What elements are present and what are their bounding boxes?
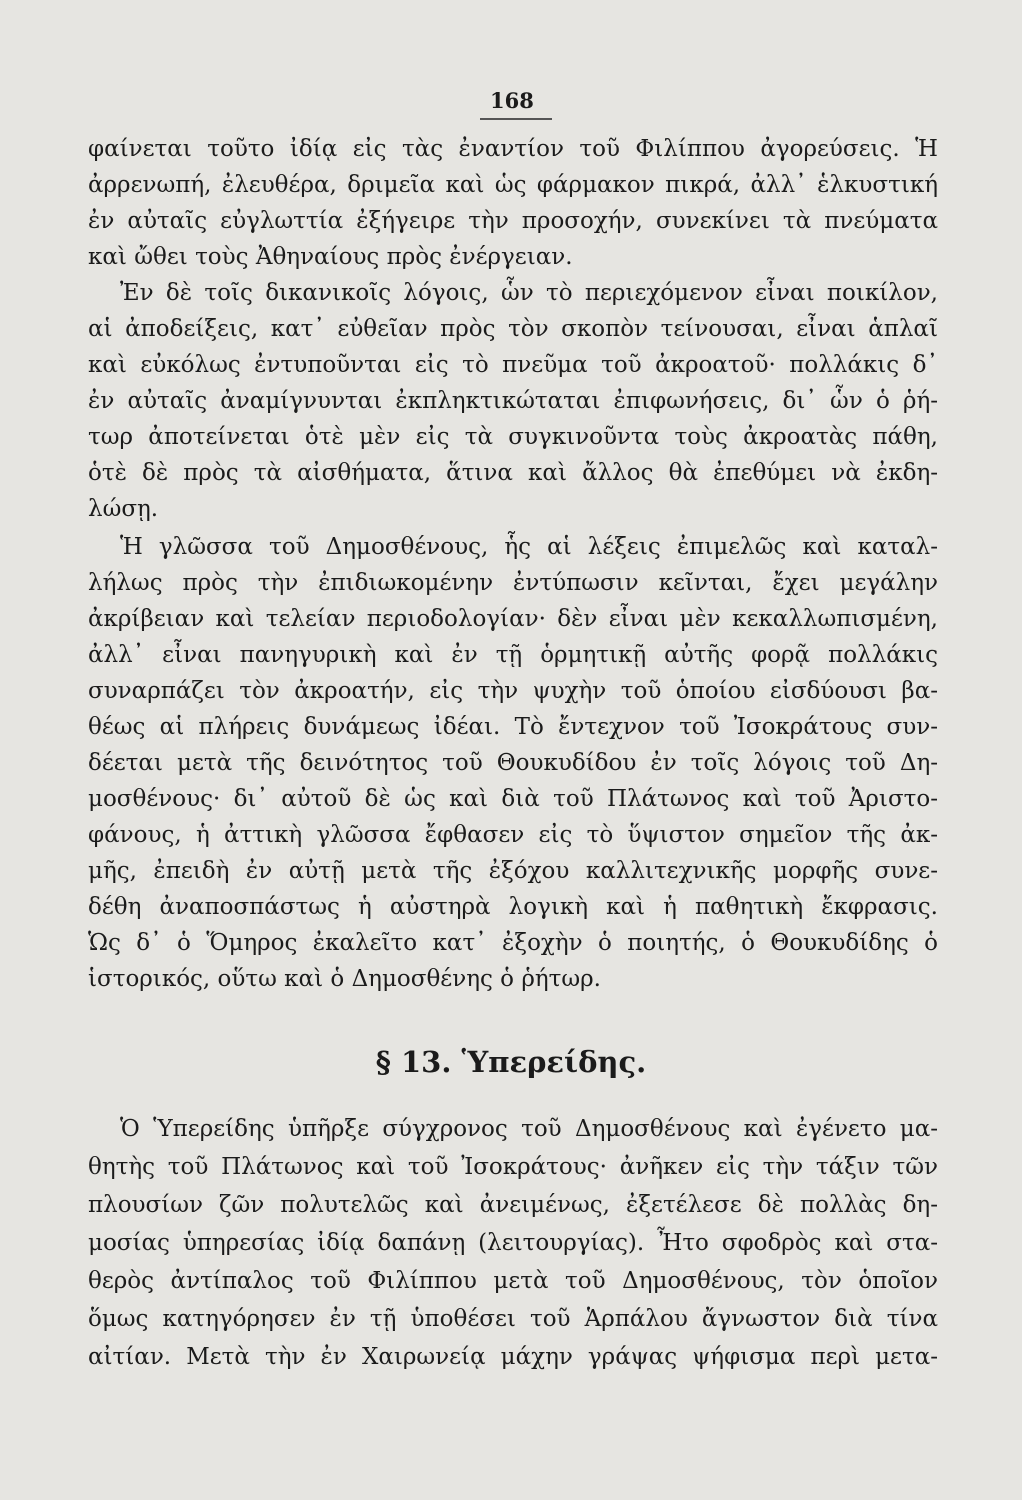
text-line: μοσθένους· δι᾽ αὐτοῦ δὲ ὡς καὶ διὰ τοῦ Πλάτωνος καὶ τοῦ Ἀριστο- — [88, 786, 938, 812]
text-line: θέως αἱ πλήρεις δυνάμεως ἰδέαι. Τὸ ἔντεχνον τοῦ Ἰσοκράτους συν- — [88, 714, 938, 740]
text-line: δέεται μετὰ τῆς δεινότητος τοῦ Θουκυδίδου ἐν τοῖς λόγοις τοῦ Δη- — [88, 750, 938, 776]
text-line: λήλως πρὸς τὴν ἐπιδιωκομένην ἐντύπωσιν κεῖνται, ἔχει μεγάλην — [88, 570, 938, 596]
text-line: θερὸς ἀντίπαλος τοῦ Φιλίππου μετὰ τοῦ Δημοσθένους, τὸν ὁποῖον — [88, 1268, 938, 1294]
page-number: 168 — [490, 88, 534, 113]
text-line: καὶ ὤθει τοὺς Ἀθηναίους πρὸς ἐνέργειαν. — [88, 244, 573, 270]
text-line: καὶ εὐκόλως ἐντυποῦνται εἰς τὸ πνεῦμα τοῦ ἀκροατοῦ· πολλάκις δ᾽ — [88, 352, 938, 378]
text-line: ὁτὲ δὲ πρὸς τὰ αἰσθήματα, ἅτινα καὶ ἄλλος θὰ ἐπεθύμει νὰ ἐκδη- — [88, 460, 938, 486]
text-line: ὅμως κατηγόρησεν ἐν τῇ ὑποθέσει τοῦ Ἁρπάλου ἄγνωστον διὰ τίνα — [88, 1306, 938, 1332]
text-line: τωρ ἀποτείνεται ὁτὲ μὲν εἰς τὰ συγκινοῦντα τοὺς ἀκροατὰς πάθη, — [88, 424, 938, 450]
text-line: ἀλλ᾽ εἶναι πανηγυρικὴ καὶ ἐν τῇ ὁρμητικῇ αὐτῆς φορᾷ πολλάκις — [88, 642, 938, 668]
text-line: Ἐν δὲ τοῖς δικανικοῖς λόγοις, ὧν τὸ περιεχόμενον εἶναι ποικίλον, — [120, 280, 938, 306]
text-line: συναρπάζει τὸν ἀκροατήν, εἰς τὴν ψυχὴν τοῦ ὁποίου εἰσδύουσι βα- — [88, 678, 938, 704]
header-rule — [480, 118, 552, 120]
text-line: φάνους, ἡ ἀττικὴ γλῶσσα ἔφθασεν εἰς τὸ ὕψιστον σημεῖον τῆς ἀκ- — [88, 822, 938, 848]
text-line: ἐν αὐταῖς ἀναμίγνυνται ἐκπληκτικώταται ἐπιφωνήσεις, δι᾽ ὧν ὁ ῥή- — [88, 388, 938, 414]
text-line: ἐν αὐταῖς εὐγλωττία ἐξήγειρε τὴν προσοχήν, συνεκίνει τὰ πνεύματα — [88, 208, 938, 234]
text-line: πλουσίων ζῶν πολυτελῶς καὶ ἀνειμένως, ἐξετέλεσε δὲ πολλὰς δη- — [88, 1192, 938, 1218]
text-line: μῆς, ἐπειδὴ ἐν αὐτῇ μετὰ τῆς ἐξόχου καλλιτεχνικῆς μορφῆς συνε- — [88, 858, 938, 884]
text-line: Ὁ Ὑπερείδης ὑπῆρξε σύγχρονος τοῦ Δημοσθένους καὶ ἐγένετο μα- — [120, 1116, 938, 1142]
text-line: Ὡς δ᾽ ὁ Ὅμηρος ἐκαλεῖτο κατ᾽ ἐξοχὴν ὁ ποιητής, ὁ Θουκυδίδης ὁ — [88, 930, 938, 956]
section-heading: § 13. Ὑπερείδης. — [375, 1045, 647, 1079]
text-line: θητὴς τοῦ Πλάτωνος καὶ τοῦ Ἰσοκράτους· ἀνῆκεν εἰς τὴν τάξιν τῶν — [88, 1154, 938, 1180]
text-line: φαίνεται τοῦτο ἰδίᾳ εἰς τὰς ἐναντίον τοῦ Φιλίππου ἀγορεύσεις. Ἡ — [88, 136, 938, 162]
text-line: μοσίας ὑπηρεσίας ἰδίᾳ δαπάνῃ (λειτουργίας). Ἦτο σφοδρὸς καὶ στα- — [88, 1230, 938, 1256]
text-line: λώσῃ. — [88, 496, 159, 522]
text-line: ἀρρενωπή, ἐλευθέρα, δριμεῖα καὶ ὡς φάρμακον πικρά, ἀλλ᾽ ἑλκυστική — [88, 172, 938, 198]
text-line: αἰτίαν. Μετὰ τὴν ἐν Χαιρωνείᾳ μάχην γράψας ψήφισμα περὶ μετα- — [88, 1344, 938, 1370]
text-line: ἱστορικός, οὕτω καὶ ὁ Δημοσθένης ὁ ῥήτωρ. — [88, 966, 601, 992]
text-line: ἀκρίβειαν καὶ τελείαν περιοδολογίαν· δὲν εἶναι μὲν κεκαλλωπισμένη, — [88, 606, 938, 632]
text-line: δέθη ἀναποσπάστως ἡ αὐστηρὰ λογικὴ καὶ ἡ παθητικὴ ἔκφρασις. — [88, 894, 938, 920]
text-line: αἱ ἀποδείξεις, κατ᾽ εὐθεῖαν πρὸς τὸν σκοπὸν τείνουσαι, εἶναι ἁπλαῖ — [88, 316, 938, 342]
text-line: Ἡ γλῶσσα τοῦ Δημοσθένους, ἧς αἱ λέξεις ἐπιμελῶς καὶ καταλ- — [120, 534, 938, 560]
